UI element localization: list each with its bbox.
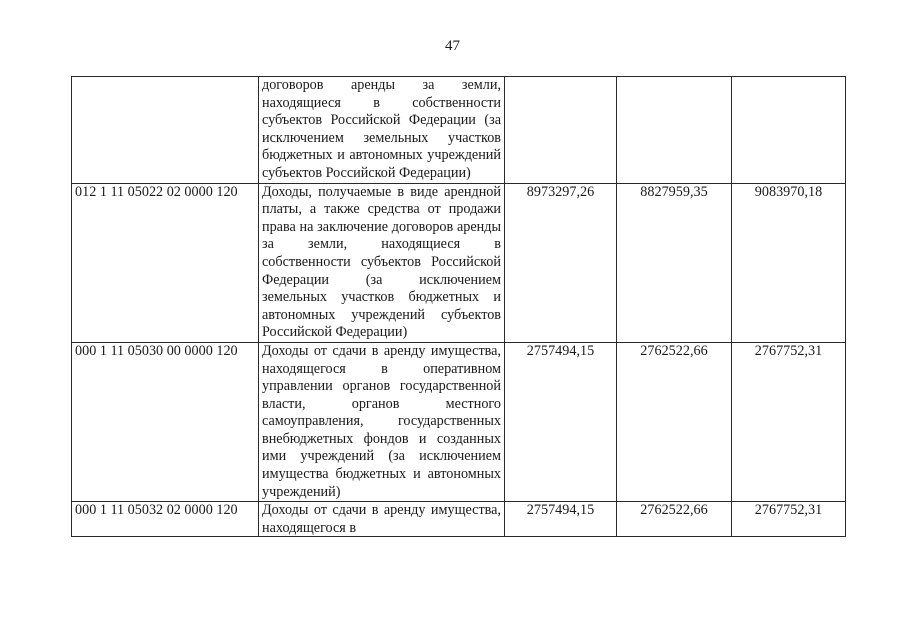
table-row [72,77,846,184]
revenue-code [72,77,259,184]
page-number: 47 [445,38,460,54]
table-row [72,502,846,537]
amount-year-2: 8827959,35 [617,183,732,342]
revenue-description: Доходы от сдачи в аренду имущества, находящегося в оперативном управлении органов государственной власти, органов местного самоуправления, государственных внебюджетных фондов и созданных ими учреждений (за исключением имущества бюджетных и автономных учреждений) [259,342,505,501]
revenue-code: 000 1 11 05032 02 0000 120 [72,502,259,537]
amount-year-1 [505,77,617,184]
amount-year-2: 2762522,66 [617,342,732,501]
revenue-description: Доходы, получаемые в виде арендной платы, а также средства от продажи права на заключение договоров аренды за земли, находящиеся в собственности субъектов Российской Федерации (за исключением земельных участков бюджетных и автономных учреждений субъектов Российской Федерации) [259,183,505,342]
amount-year-1: 8973297,26 [505,183,617,342]
amount-year-3: 2767752,31 [732,502,846,537]
amount-year-3: 9083970,18 [732,183,846,342]
revenue-description-text: Доходы от сдачи в аренду имущества, находящегося в [262,502,501,536]
amount-year-3: 2767752,31 [732,342,846,501]
table-row [72,342,846,501]
budget-revenue-table [71,76,846,537]
revenue-code: 000 1 11 05030 00 0000 120 [72,342,259,501]
amount-year-1: 2757494,15 [505,342,617,501]
amount-year-3 [732,77,846,184]
amount-year-2: 2762522,66 [617,502,732,537]
amount-year-1: 2757494,15 [505,502,617,537]
revenue-description: договоров аренды за земли, находящиеся в собственности субъектов Российской Федерации (за исключением земельных участков бюджетных и автономных учреждений субъектов Российской Федерации) [259,77,505,184]
revenue-description [259,502,505,537]
revenue-code: 012 1 11 05022 02 0000 120 [72,183,259,342]
amount-year-2 [617,77,732,184]
table-row [72,183,846,342]
